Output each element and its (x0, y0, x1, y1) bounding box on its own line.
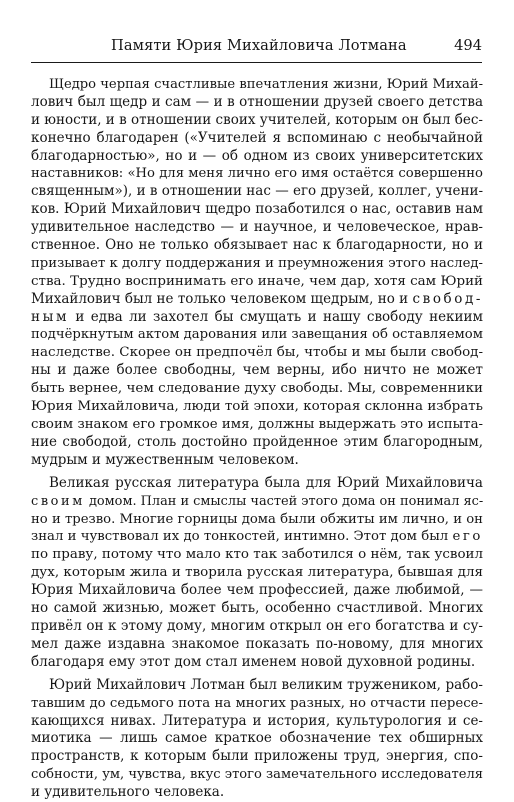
text-line: конечно благодарен («Учителей я вспоминаю с необычайной (31, 129, 483, 146)
text-line: но и трезво. Многие горницы дома были обжиты им лично, и он (31, 511, 483, 527)
text-line: священным»), и в отношении нас — его друзей, коллег, учени- (31, 183, 484, 200)
text-line: призывает к долгу поддержания и преумножения этого наслед- (31, 255, 483, 271)
paragraph-2 (31, 475, 483, 672)
text-line: своим знаком его громкое имя, должны выдержать это испыта- (31, 416, 483, 432)
text-line: знал и чувствовал их до тонкостей, интимно. Этот дом был его (31, 529, 483, 545)
text-line: благодаря ему этот дом стал именем новой духовной родины. (31, 653, 476, 670)
body-text (31, 76, 483, 802)
text-line: Юрия Михайловича, люди той эпохи, которая склонна избрать (31, 399, 483, 415)
text-line: удивительное наследство — и научное, и человеческое, нрав- (31, 219, 483, 236)
text-line: пространств, к которым были приложены труд, энергия, спо- (31, 748, 483, 765)
text-line: быть вернее, чем следование духу свободы. Мы, современники (31, 381, 483, 397)
text-line: привёл он к этому дому, многим открыл он его богатства и су- (31, 617, 483, 634)
paragraph-3 (31, 677, 483, 802)
running-title: Памяти Юрия Михайловича Лотмана (111, 37, 407, 54)
text-line: ства. Трудно воспринимать его иначе, чем дар, хотя сам Юрий (31, 273, 483, 289)
running-header (31, 36, 482, 63)
text-line: дух, которым жила и творила русская литература, бывшая для (31, 564, 483, 581)
text-line: но самой жизнью, может быть, особенно счастливой. Многих (31, 600, 483, 617)
text-line: Юрия Михайловича более чем профессией, даже любимой, — (31, 582, 483, 599)
text-line: миотика — лишь самое краткое обозначение тех обширных (31, 730, 483, 747)
text-line: Юрий Михайлович Лотман был великим тружеником, рабо- (49, 676, 483, 693)
text-line: наследстве. Скорее он предпочёл бы, чтобы и мы были свобод- (31, 345, 483, 361)
text-line: Щедро черпая счастливые впечатления жизни, Юрий Михай- (49, 77, 483, 92)
text-line: ственное. Оно не только обязывает нас к благодарности, но и (31, 237, 483, 254)
text-line: по праву, потому что мало кто так заботился о нём, так усвоил (31, 547, 483, 563)
text-line: лович был щедр и сам — и в отношении друзей своего детства (31, 93, 483, 110)
text-line: собности, ум, чувства, вкус этого замечательного исследователя (31, 767, 483, 783)
text-line: своим домом. План и смыслы частей этого дома он понимал яс- (31, 493, 484, 509)
text-line: кающихся нивах. Литература и история, культурология и се- (31, 712, 483, 729)
text-line: и удивительного человека. (31, 784, 225, 801)
text-line: подчёркнутым актом дарования или завещания об оставляемом (31, 327, 483, 343)
text-line: тавшим до седьмого пота на многих разных, но отчасти пересе- (31, 695, 483, 711)
text-line: ние свободой, столь достойно пройденное этим благородным, (31, 433, 483, 450)
text-line: благодарностью», но и — об одном из своих университетских (31, 147, 483, 164)
text-line: мудрым и мужественным человеком. (31, 451, 299, 468)
text-line: Михайлович был не только человеком щедрым, но и свобод- (31, 290, 483, 307)
text-line: ны и даже более свободны, чем верны, ибо ничто не может (31, 362, 483, 379)
paragraph-1 (31, 76, 483, 470)
text-line: Великая русская литература была для Юрий Михайловича (49, 474, 483, 491)
text-line: и юности, и в отношении своих учителей, которым он был бес- (31, 111, 483, 128)
text-line: наставников: «Но для меня лично его имя остаётся совершенно (31, 166, 483, 182)
page-number: 494 (454, 37, 482, 54)
text-line: мел даже издавна знакомое показать по-новому, для многих (31, 635, 483, 652)
text-line: ков. Юрий Михайлович щедро позаботился о нас, оставив нам (31, 201, 483, 218)
text-line: ным и едва ли захотел бы смущать и нашу свободу некиим (31, 308, 483, 325)
